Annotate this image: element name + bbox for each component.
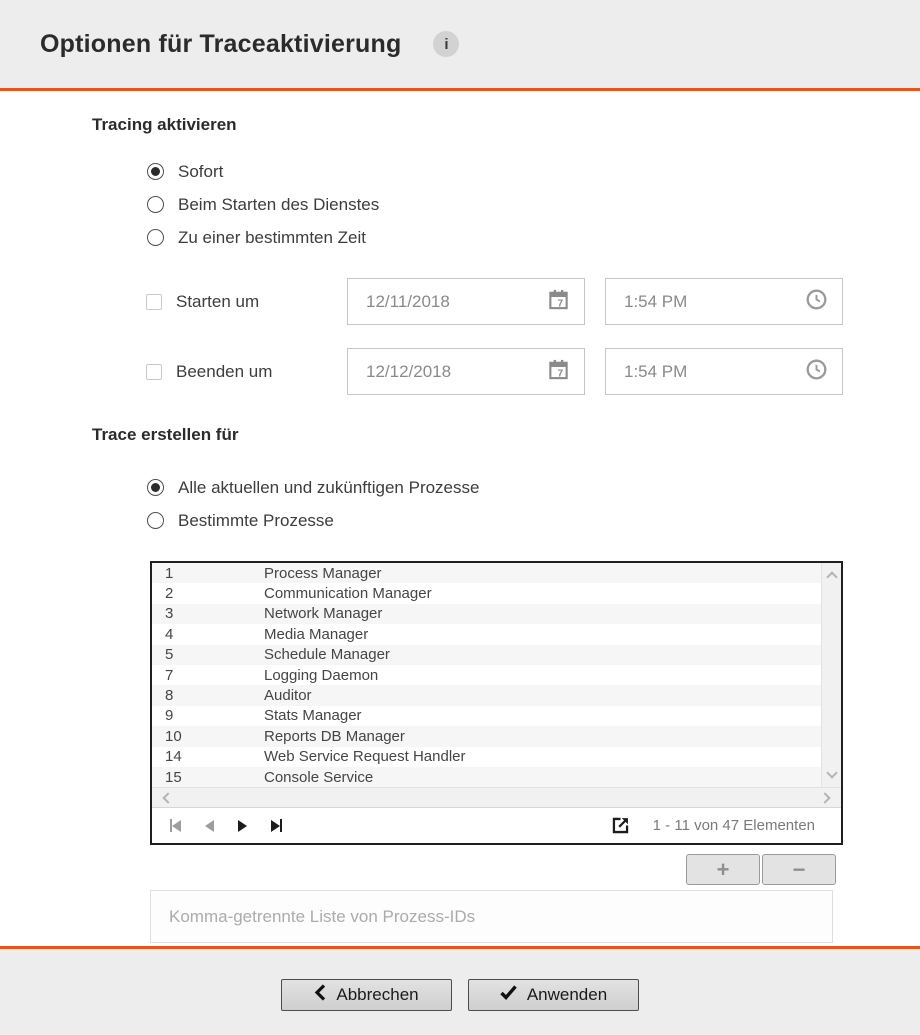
table-row[interactable] [152, 624, 821, 644]
info-icon[interactable]: i [433, 31, 459, 57]
radio-label: Zu einer bestimmten Zeit [178, 227, 367, 247]
remove-process-button[interactable]: − [762, 854, 836, 885]
start-time-row [146, 278, 920, 325]
last-page-button[interactable] [271, 819, 282, 832]
start-time-value: 1:54 PM [624, 291, 688, 311]
clock-icon[interactable] [805, 358, 828, 386]
svg-text:7: 7 [557, 367, 564, 379]
calendar-icon[interactable] [547, 288, 570, 316]
radio-icon[interactable] [147, 196, 164, 213]
radio-label: Alle aktuellen und zukünftigen Prozesse [178, 477, 480, 497]
table-row[interactable] [152, 767, 821, 787]
process-name: Communication Manager [264, 585, 432, 603]
dialog-body [0, 91, 920, 946]
add-process-button[interactable]: + [686, 854, 760, 885]
end-date-field[interactable] [347, 348, 585, 395]
section-heading-activate: Tracing aktivieren [92, 115, 237, 134]
previous-page-button[interactable] [205, 820, 214, 832]
process-name: Auditor [264, 687, 312, 705]
process-id: 5 [165, 646, 174, 664]
end-time-row [146, 348, 920, 395]
vertical-scrollbar[interactable] [821, 563, 841, 787]
chevron-left-icon [314, 984, 326, 1006]
list-controls [0, 854, 836, 885]
radio-icon[interactable] [147, 512, 164, 529]
apply-button-label: Anwenden [526, 985, 608, 1004]
schedule-block [146, 278, 920, 395]
dialog-footer [0, 946, 920, 1035]
table-row[interactable] [152, 665, 821, 685]
start-label: Starten um [176, 291, 260, 311]
process-name: Media Manager [264, 625, 369, 643]
end-time-field[interactable] [605, 348, 843, 395]
process-id: 2 [165, 585, 174, 603]
cancel-button-label: Abbrechen [336, 985, 419, 1004]
process-ids-input[interactable] [150, 890, 833, 943]
first-page-button[interactable] [170, 819, 181, 832]
process-id: 10 [165, 727, 182, 745]
process-id: 8 [165, 687, 174, 705]
table-row[interactable] [152, 706, 821, 726]
table-row[interactable] [152, 583, 821, 603]
scroll-down-icon[interactable] [826, 768, 837, 779]
process-name: Stats Manager [264, 707, 362, 725]
page-title: Optionen für Traceaktivierung [40, 29, 402, 58]
radio-option-alle-prozesse[interactable] [147, 471, 920, 504]
scroll-left-icon[interactable] [162, 792, 173, 803]
radio-icon[interactable] [147, 163, 164, 180]
next-page-button[interactable] [238, 820, 247, 832]
scroll-right-icon[interactable] [819, 792, 830, 803]
process-name: Process Manager [264, 564, 382, 582]
start-date-field[interactable] [347, 278, 585, 325]
process-id: 1 [165, 564, 174, 582]
process-name: Console Service [264, 768, 374, 786]
start-time-field[interactable] [605, 278, 843, 325]
radio-option-sofort[interactable] [147, 155, 920, 188]
table-row[interactable] [152, 645, 821, 665]
process-name: Network Manager [264, 605, 383, 623]
dialog-header [0, 0, 920, 91]
activate-radio-group [147, 155, 920, 254]
process-id: 4 [165, 625, 174, 643]
process-rows [152, 563, 821, 787]
radio-icon[interactable] [147, 229, 164, 246]
svg-text:7: 7 [557, 297, 564, 309]
end-label: Beenden um [176, 361, 273, 381]
process-id: 7 [165, 666, 174, 684]
process-name: Reports DB Manager [264, 727, 405, 745]
process-id: 3 [165, 605, 174, 623]
radio-label: Bestimmte Prozesse [178, 510, 334, 530]
pagination-summary: 1 - 11 von 47 Elementen [652, 817, 815, 835]
radio-option-beim-starten[interactable] [147, 188, 920, 221]
check-icon [500, 985, 517, 1005]
radio-option-bestimmte-prozesse[interactable] [147, 504, 920, 537]
section-heading-target: Trace erstellen für [92, 425, 239, 444]
process-name: Schedule Manager [264, 646, 390, 664]
radio-label: Beim Starten des Dienstes [178, 194, 380, 214]
scroll-up-icon[interactable] [826, 571, 837, 582]
end-checkbox[interactable] [146, 364, 162, 380]
apply-button[interactable] [468, 979, 639, 1011]
process-table [150, 561, 843, 845]
horizontal-scrollbar[interactable] [152, 787, 841, 807]
process-id: 15 [165, 768, 182, 786]
radio-option-bestimmte-zeit[interactable] [147, 221, 920, 254]
table-row[interactable] [152, 685, 821, 705]
cancel-button[interactable] [281, 979, 452, 1011]
radio-label: Sofort [178, 161, 224, 181]
process-name: Web Service Request Handler [264, 748, 466, 766]
calendar-icon[interactable] [547, 358, 570, 386]
process-name: Logging Daemon [264, 666, 379, 684]
target-radio-group [147, 471, 920, 537]
pagination-bar [152, 807, 841, 843]
table-row[interactable] [152, 604, 821, 624]
table-row[interactable] [152, 726, 821, 746]
radio-icon[interactable] [147, 479, 164, 496]
start-date-value: 12/11/2018 [366, 291, 450, 311]
end-date-value: 12/12/2018 [366, 361, 452, 381]
process-id: 9 [165, 707, 174, 725]
export-icon[interactable] [610, 815, 631, 836]
start-checkbox[interactable] [146, 294, 162, 310]
table-row[interactable] [152, 563, 821, 583]
process-id: 14 [165, 748, 182, 766]
clock-icon[interactable] [805, 288, 828, 316]
end-time-value: 1:54 PM [624, 361, 688, 381]
table-row[interactable] [152, 747, 821, 767]
